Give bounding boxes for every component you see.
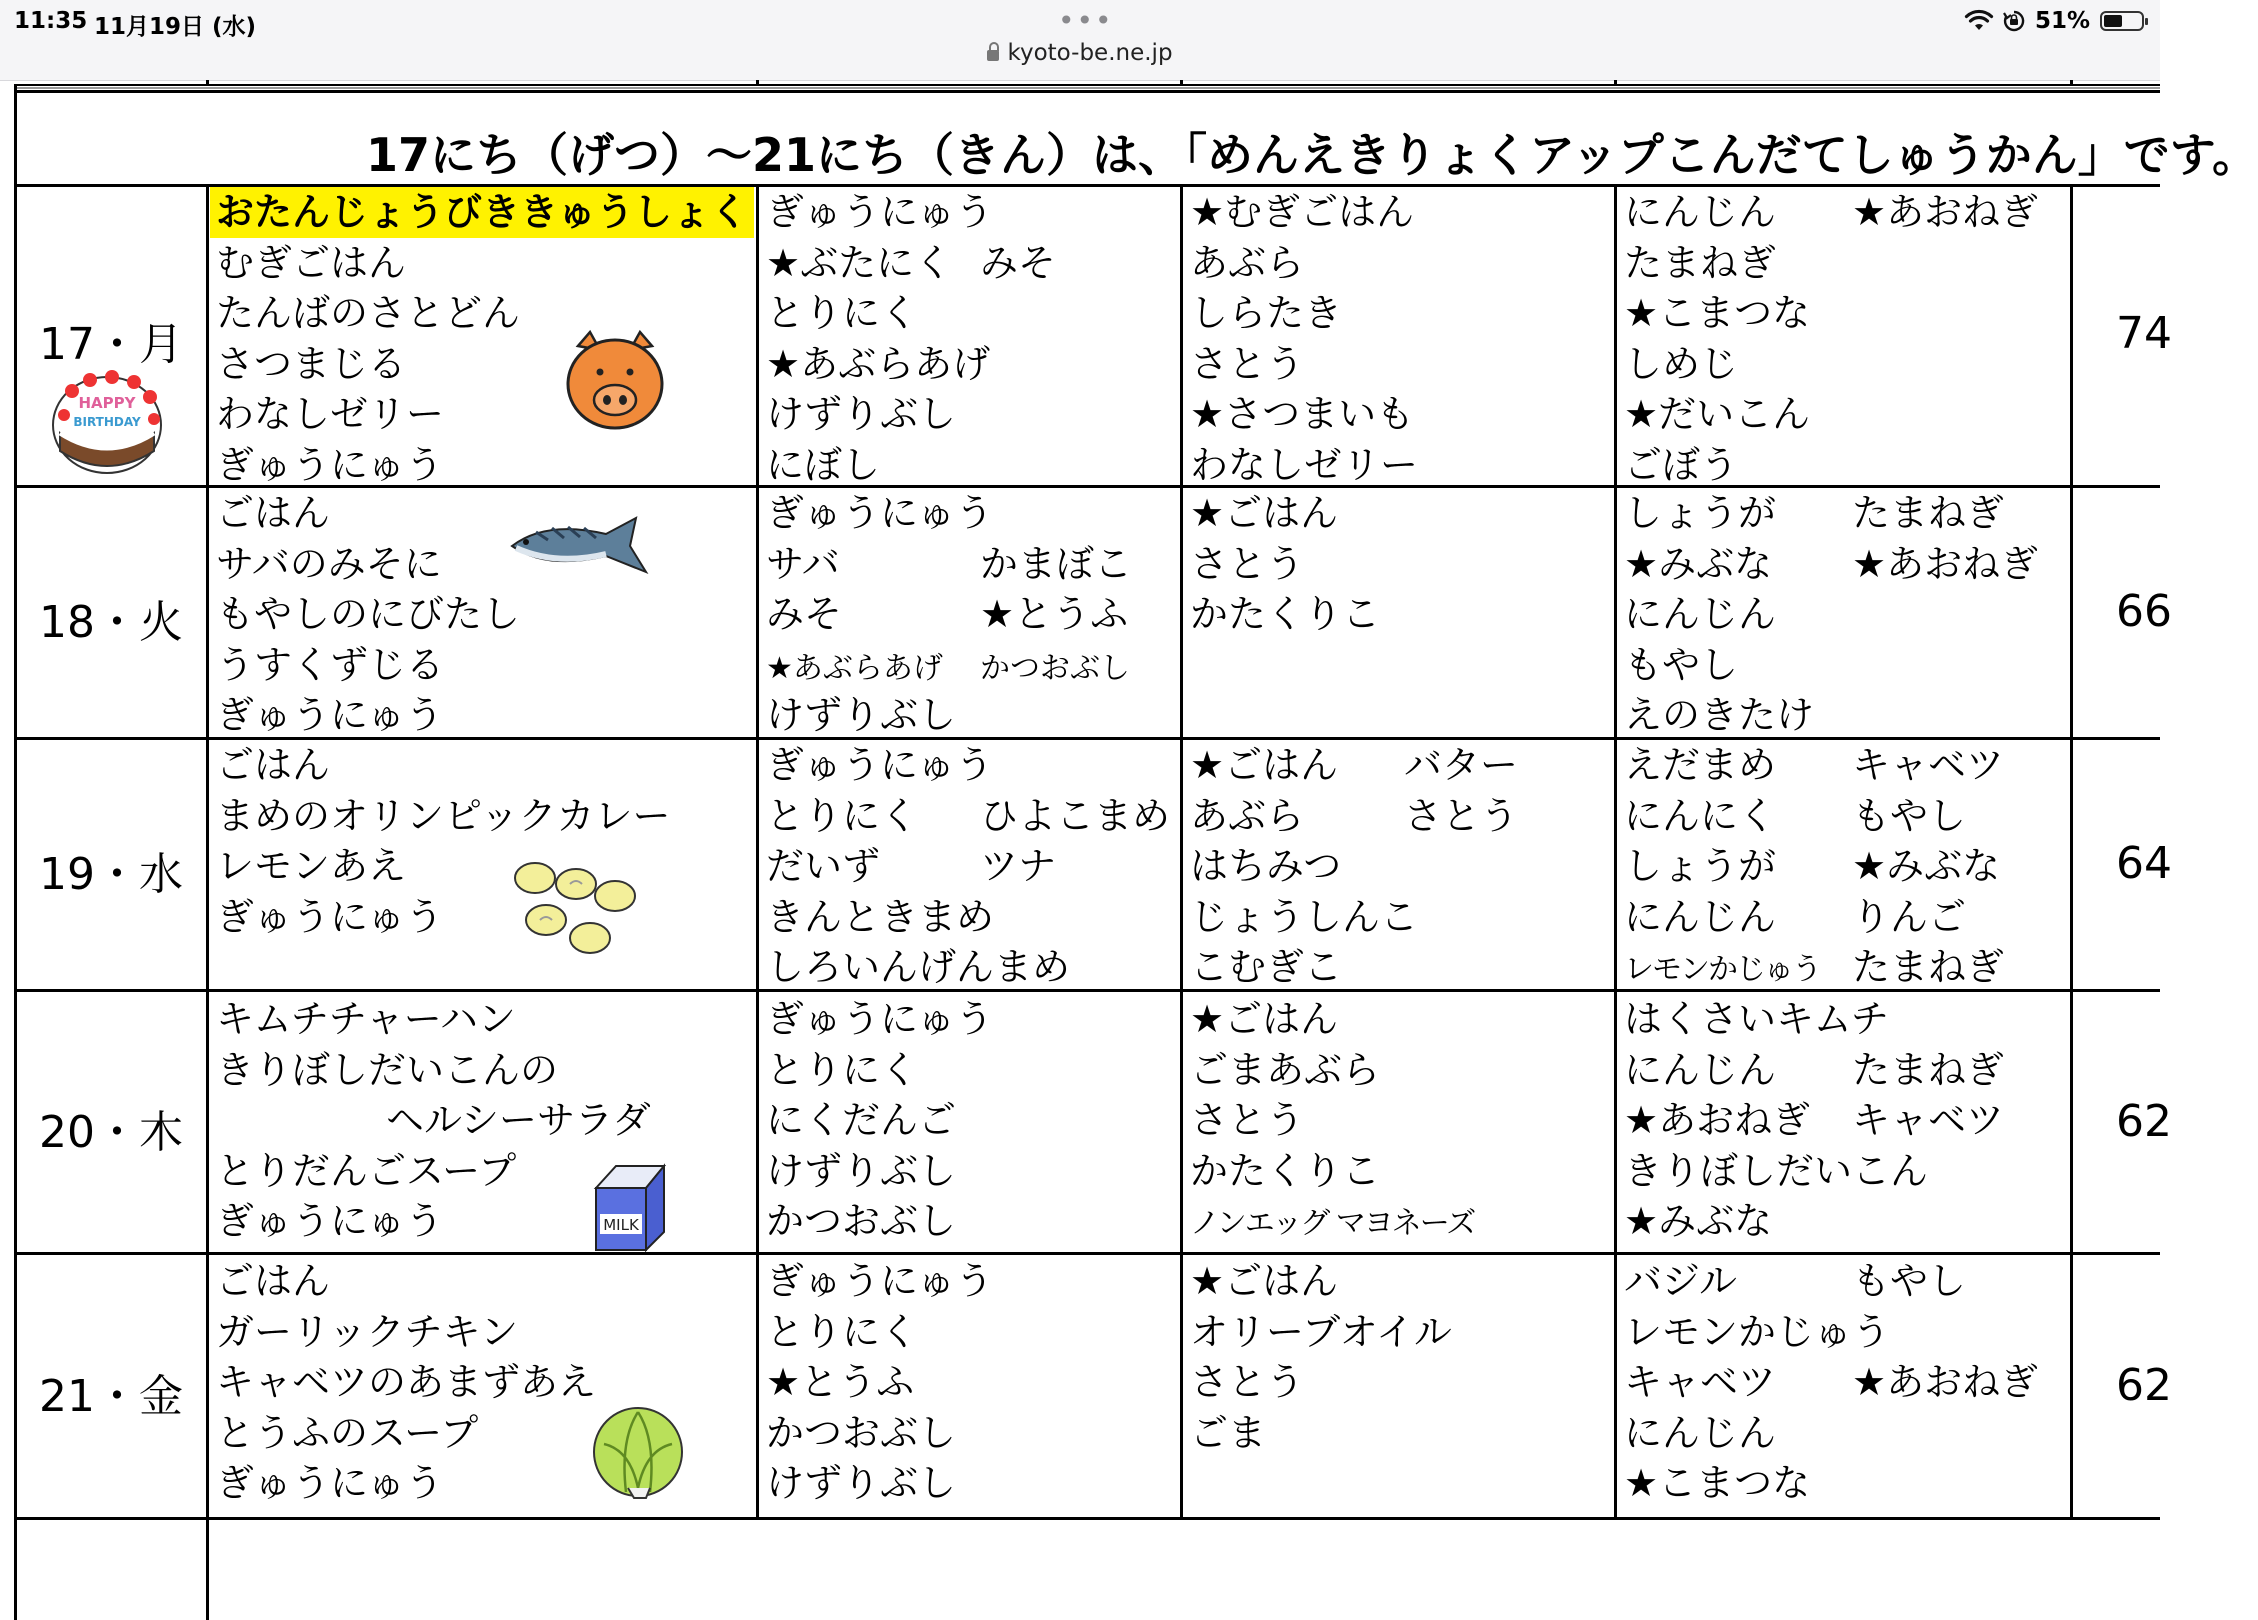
ingredient: さとう (1190, 1098, 1305, 1142)
ingredient: とりにく (766, 291, 919, 335)
ingredient: オリーブオイル (1190, 1309, 1452, 1354)
ingredient: ごまあぶら (1190, 1047, 1381, 1092)
ingredient: バジル (1624, 1259, 1738, 1303)
ingredient: さとう (1190, 1360, 1305, 1404)
ingredient: ★ごはん (1190, 1259, 1339, 1303)
ingredient: とりにく (766, 1047, 919, 1092)
date-cell: 17・月 (39, 319, 183, 370)
ingredient: ノンエッグ マヨネーズ (1190, 1206, 1475, 1241)
energy-value: 66 (2116, 586, 2172, 637)
ingredient: みそ (766, 592, 843, 636)
ingredient: しめじ (1624, 341, 1739, 386)
menu-item: たんばのさとどん (216, 291, 521, 335)
ingredient: ぎゅうにゅう (766, 190, 994, 234)
ingredient: ★ごはん (1190, 997, 1339, 1041)
date-cell: 21・金 (39, 1371, 183, 1422)
ingredient: えだまめ (1624, 743, 1777, 787)
ingredient: ぎゅうにゅう (766, 743, 994, 787)
date-cell: 19・水 (39, 849, 183, 900)
ingredient: ★ぶたにく (766, 240, 953, 285)
ingredient: だいず (766, 844, 881, 888)
wifi-icon (1965, 10, 1993, 32)
ingredient: にんじん (1624, 1047, 1777, 1092)
ingredient: にんじん (1624, 1410, 1777, 1455)
menu-item: まめのオリンピックカレー (216, 793, 671, 838)
ingredient: ★こまつな (1624, 1461, 1811, 1505)
ingredient: ★あおねぎ (1852, 1360, 2039, 1404)
menu-item: レモンあえ (216, 844, 407, 888)
ingredient: ★みぶな (1624, 541, 1773, 586)
ingredient: ★あおねぎ (1624, 1098, 1811, 1142)
menu-item: ごはん (216, 743, 331, 787)
ingredient: ★むぎごはん (1190, 190, 1415, 234)
ingredient: けずりぶし (766, 693, 957, 737)
ingredient: みそ (980, 240, 1057, 285)
menu-item: キムチチャーハン (216, 997, 516, 1041)
ingredient: わなしゼリー (1190, 442, 1419, 487)
menu-item: わなしゼリー (216, 392, 445, 436)
ingredient: ★さつまいも (1190, 392, 1415, 436)
ingredient: ★みぶな (1624, 1199, 1773, 1243)
ingredient: たまねぎ (1852, 491, 2005, 535)
ingredient: にんじん (1624, 190, 1777, 234)
birthday-lunch-label: おたんじょうびききゅうしょく (210, 187, 754, 238)
ingredient: バター (1404, 743, 1519, 787)
ingredient: ぎゅうにゅう (766, 491, 994, 535)
menu-item: むぎごはん (216, 240, 407, 285)
ingredient: かたくりこ (1190, 1148, 1381, 1193)
ingredient: もやし (1852, 1259, 1967, 1303)
ingredient: かつおぶし (766, 1410, 957, 1455)
energy-value: 62 (2116, 1096, 2172, 1147)
address-bar[interactable] (0, 40, 2160, 66)
cabbage-icon (590, 1400, 686, 1500)
ingredient: キャベツ (1852, 1098, 2005, 1142)
menu-item: ぎゅうにゅう (216, 1461, 444, 1505)
ingredient: あぶら (1190, 793, 1305, 838)
menu-item: ぎゅうにゅう (216, 894, 444, 939)
ingredient: とりにく (766, 793, 919, 838)
status-bar (0, 0, 2160, 81)
mackerel-fish-icon (506, 510, 656, 580)
menu-item: キャベツのあまずあえ (216, 1360, 597, 1404)
ingredient: ★こまつな (1624, 291, 1811, 335)
energy-value: 74 (2116, 308, 2172, 359)
menu-item: さつまじる (216, 341, 407, 386)
ingredient: きんときまめ (766, 894, 995, 939)
energy-value: 64 (2116, 838, 2172, 889)
ingredient: じょうしんこ (1190, 894, 1419, 939)
ingredient: ★あおねぎ (1852, 190, 2039, 234)
ingredient: さとう (1190, 341, 1305, 386)
ingredient: レモンかじゅう (1624, 1309, 1891, 1354)
ingredient: ぎゅうにゅう (766, 997, 994, 1041)
svg-text:BIRTHDAY: BIRTHDAY (73, 415, 141, 429)
menu-item: ぎゅうにゅう (216, 693, 444, 737)
menu-item: ごはん (216, 1259, 331, 1303)
menu-item: ぎゅうにゅう (216, 1199, 444, 1243)
ingredient: にんじん (1624, 592, 1777, 636)
ingredient: えのきたけ (1624, 693, 1815, 737)
ingredient: けずりぶし (766, 392, 957, 436)
ingredient: ぎゅうにゅう (766, 1259, 994, 1303)
menu-item: サバのみそに (216, 541, 442, 586)
ingredient: しろいんげんまめ (766, 945, 1071, 989)
ingredient: キャベツ (1852, 743, 2005, 787)
battery-percent: 51% (2034, 8, 2090, 34)
ingredient: サバ (766, 541, 840, 586)
ingredient: たまねぎ (1624, 240, 1777, 285)
ingredient: にぼし (766, 442, 881, 487)
milk-carton-icon (582, 1162, 674, 1252)
pig-icon (560, 324, 670, 434)
ingredient: ★ごはん (1190, 743, 1339, 787)
ingredient: ごま (1190, 1410, 1267, 1455)
svg-text:HAPPY: HAPPY (78, 394, 136, 412)
ingredient: レモンかじゅう (1624, 952, 1820, 987)
ingredient: はちみつ (1190, 844, 1342, 888)
ingredient: きりぼしだいこん (1624, 1148, 1929, 1193)
ingredient: にんじん (1624, 894, 1777, 939)
status-right (1965, 6, 2144, 36)
status-date: 11月19日 (水) (94, 14, 257, 40)
birthday-cake-icon (50, 363, 165, 478)
ingredient: しょうが (1624, 844, 1777, 888)
ingredient: こむぎこ (1190, 945, 1343, 989)
status-time: 11:35 (14, 8, 88, 34)
ingredient: とりにく (766, 1309, 919, 1354)
orientation-lock-icon (2003, 10, 2025, 32)
ingredient: りんご (1852, 894, 1967, 939)
week-banner: 17にち（げつ）～21にち（きん）は、「めんえきりょくアップこんだてしゅうかん」です。 (366, 128, 2258, 182)
ingredient: さとう (1190, 541, 1305, 586)
ingredient: ★みぶな (1852, 844, 2001, 888)
date-cell: 18・火 (39, 597, 183, 648)
lunch-menu-table (0, 80, 2258, 1620)
battery-icon (2100, 11, 2144, 31)
ingredient: にくだんご (766, 1098, 957, 1142)
ingredient: あぶら (1190, 240, 1305, 285)
ingredient: ★あおねぎ (1852, 541, 2039, 586)
ingredient: たまねぎ (1852, 1047, 2005, 1092)
menu-item: ヘルシーサラダ (386, 1098, 651, 1142)
ingredient: ★とうふ (980, 592, 1129, 636)
ingredient: もやし (1852, 793, 1967, 838)
ingredient: けずりぶし (766, 1148, 957, 1193)
beans-icon (510, 850, 645, 960)
lock-icon (987, 50, 999, 61)
date-cell: 20・木 (39, 1107, 183, 1158)
ingredient: ★とうふ (766, 1360, 915, 1404)
ingredient: ★ごはん (1190, 491, 1339, 535)
ingredient: ごぼう (1624, 442, 1739, 487)
more-dots-icon[interactable]: ••• (1058, 4, 1114, 37)
ingredient: ★あぶらあげ (766, 341, 991, 386)
menu-item: とりだんごスープ (216, 1148, 517, 1193)
ingredient: ひよこまめ (980, 793, 1171, 838)
ingredient: かまぼこ (980, 541, 1133, 586)
url-text: kyoto-be.ne.jp (1007, 40, 1173, 66)
ingredient: けずりぶし (766, 1461, 957, 1505)
ingredient: ツナ (980, 844, 1057, 888)
ingredient: かつおぶし (980, 650, 1130, 686)
ingredient: たまねぎ (1852, 945, 2005, 989)
milk-label: MILK (603, 1216, 639, 1234)
ingredient: ★あぶらあげ (766, 650, 943, 686)
ingredient: にんにく (1624, 793, 1777, 838)
ingredient: かたくりこ (1190, 592, 1381, 636)
ingredient: しらたき (1190, 291, 1343, 335)
ingredient: さとう (1404, 793, 1519, 838)
menu-item: きりぼしだいこんの (216, 1047, 559, 1092)
menu-item: うすくずじる (216, 642, 445, 687)
ingredient: もやし (1624, 642, 1739, 687)
ingredient: はくさいキムチ (1624, 997, 1889, 1041)
ingredient: キャベツ (1624, 1360, 1777, 1404)
ingredient: しょうが (1624, 491, 1777, 535)
menu-item: ぎゅうにゅう (216, 442, 444, 487)
menu-item: とうふのスープ (216, 1410, 479, 1455)
ingredient: ★だいこん (1624, 392, 1811, 436)
ingredient: かつおぶし (766, 1199, 957, 1243)
menu-item: もやしのにびたし (216, 592, 521, 636)
menu-item: ガーリックチキン (216, 1309, 519, 1354)
menu-item: ごはん (216, 491, 331, 535)
energy-value: 62 (2116, 1360, 2172, 1411)
